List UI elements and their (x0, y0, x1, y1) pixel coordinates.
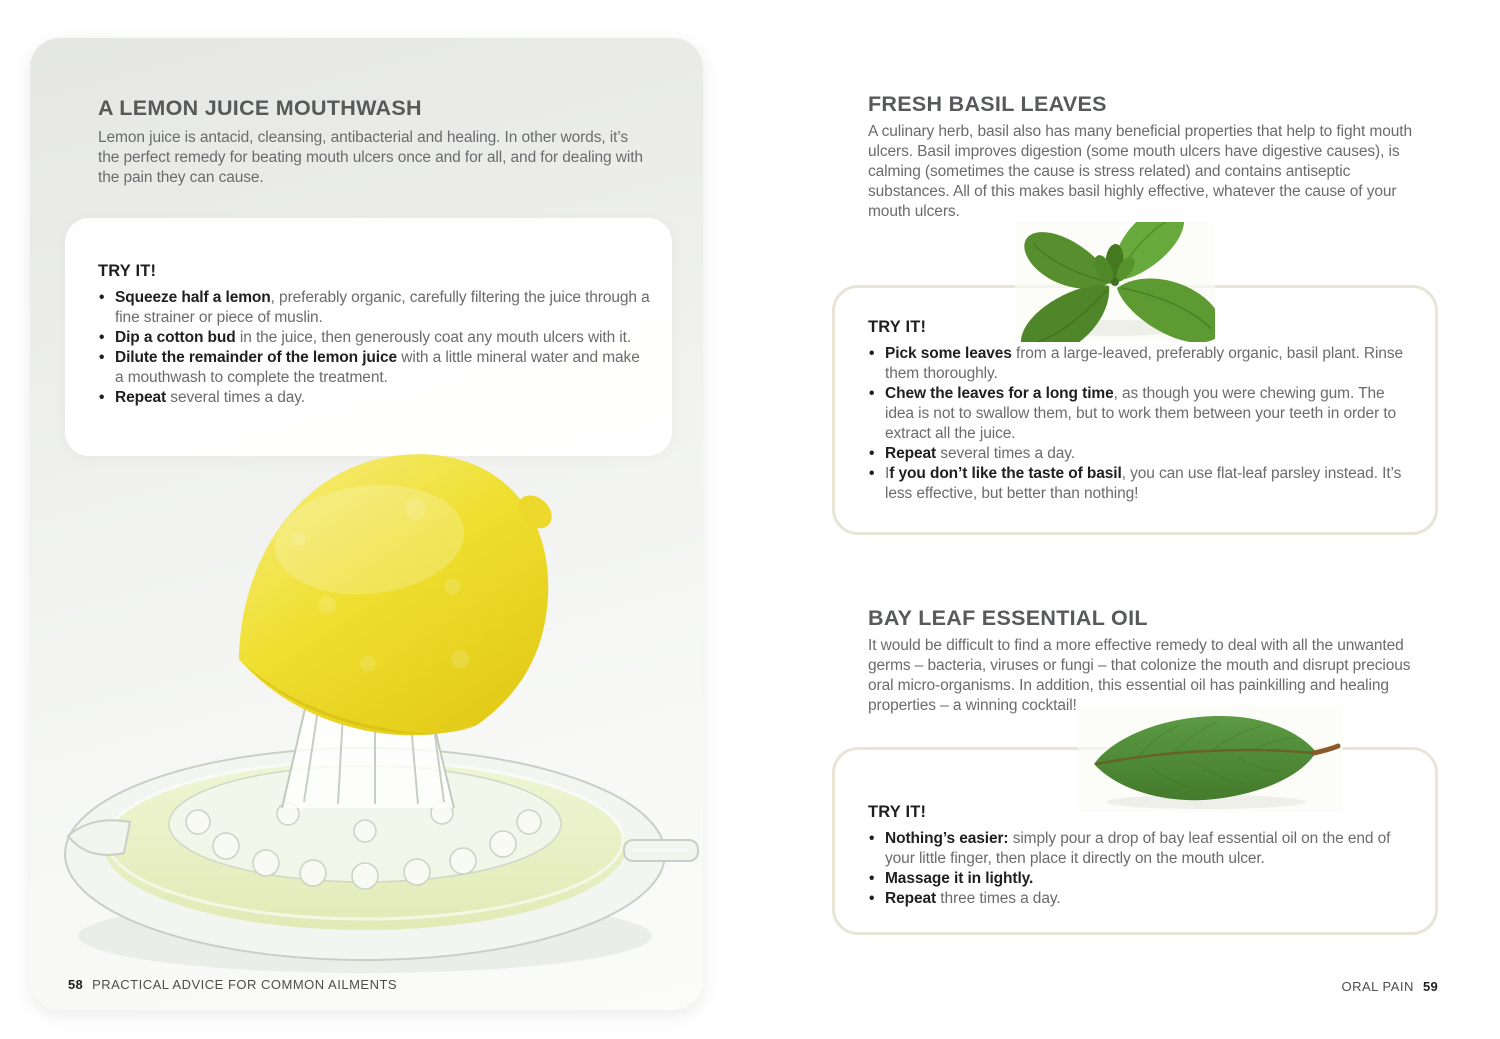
bullet-rest: three times a day. (936, 890, 1061, 907)
bay-leaf-image (1078, 706, 1343, 812)
right-page-footer (1342, 979, 1438, 994)
bullet-lead: f you don’t like the taste of basil (889, 465, 1122, 482)
try-it-list-bay (868, 829, 1415, 909)
bullet-lead: Squeeze half a lemon (115, 289, 271, 306)
bullet-rest: from a large-leaved, preferably organic, basil plant. Rinse them thoroughly. (885, 345, 1403, 382)
section-intro-bay: It would be difficult to find a more effective remedy to deal with all the unwanted germs – bacteria, viruses or fungi – that colonize the mouth and disrupt precious oral micro-organisms. In addition, this essential oil has painkilling and healing properties – a winning cocktail! (868, 637, 1411, 714)
bullet-rest: , preferably organic, carefully filtering the juice through a fine strainer or piece of muslin. (115, 289, 650, 326)
bullet-rest: several times a day. (936, 445, 1075, 462)
lemon-juicer-photo (30, 416, 703, 1010)
bullet-rest: several times a day. (166, 389, 305, 406)
footer-label-left: PRACTICAL ADVICE FOR COMMON AILMENTS (92, 977, 398, 992)
bullet-rest: , as though you were chewing gum. The idea is not to swallow them, but to work them between your teeth in order to extract all the juice. (885, 385, 1397, 442)
footer-label-right: ORAL PAIN (1341, 979, 1414, 994)
bullet-lead: Massage it in lightly. (885, 870, 1034, 887)
try-it-bullet (98, 288, 650, 328)
section-title-basil: FRESH BASIL LEAVES (868, 92, 1107, 116)
bullet-lead: Repeat (885, 445, 937, 462)
try-it-heading: TRY IT! (868, 803, 927, 821)
bullet-lead: Dip a cotton bud (115, 329, 236, 346)
bullet-lead: Chew the leaves for a long time (885, 385, 1114, 402)
bullet-rest: simply pour a drop of bay leaf essential oil on the end of your little finger, then place it directly on the mouth ulcer. (885, 830, 1391, 867)
bullet-lead: Repeat (885, 890, 937, 907)
try-it-bullet (98, 348, 650, 388)
try-it-bullet (868, 444, 1415, 464)
try-it-bullet (98, 328, 650, 348)
section-intro-lemon: Lemon juice is antacid, cleansing, antibacterial and healing. In other words, it’s the perfect remedy for beating mouth ulcers once and for all, and for dealing with the pain they can cause. (98, 129, 643, 186)
section-intro-basil: A culinary herb, basil also has many beneficial properties that help to fight mouth ulcers. Basil improves digestion (some mouth ulcers have digestive causes), is calming (sometimes the cause is stress related) and contains antiseptic substances. All of this makes basil highly effective, whatever the cause of your mouth ulcers. (868, 123, 1412, 220)
bullet-lead: Repeat (115, 389, 167, 406)
bullet-pre: I (885, 465, 890, 482)
left-page-photo-card (30, 38, 703, 1010)
try-it-bullet (868, 384, 1415, 444)
try-it-bullet (868, 869, 1415, 889)
try-it-list-basil (868, 344, 1415, 504)
try-it-heading: TRY IT! (868, 318, 927, 336)
try-it-bullet (868, 829, 1415, 869)
section-title-bay: BAY LEAF ESSENTIAL OIL (868, 606, 1148, 630)
page-number-right: 59 (1422, 979, 1438, 994)
bullet-rest: with a little mineral water and make a mouthwash to complete the treatment. (115, 349, 640, 386)
bullet-lead: Pick some leaves (885, 345, 1012, 362)
left-page-footer (68, 977, 397, 992)
try-it-bullet (868, 889, 1415, 909)
try-it-heading: TRY IT! (98, 262, 157, 280)
bullet-rest: , you can use flat-leaf parsley instead. It’s less effective, but better than nothing! (885, 465, 1402, 502)
try-it-bullet (868, 464, 1415, 504)
bullet-rest: in the juice, then generously coat any mouth ulcers with it. (235, 329, 632, 346)
try-it-bullet (868, 344, 1415, 384)
try-it-bullet (98, 388, 650, 408)
page-number-left: 58 (68, 977, 84, 992)
basil-sprig-image (1015, 222, 1215, 342)
bullet-lead: Nothing’s easier: (885, 830, 1009, 847)
section-title-lemon: A LEMON JUICE MOUTHWASH (98, 96, 422, 120)
bullet-lead: Dilute the remainder of the lemon juice (115, 349, 398, 366)
try-it-list-lemon (98, 288, 650, 408)
